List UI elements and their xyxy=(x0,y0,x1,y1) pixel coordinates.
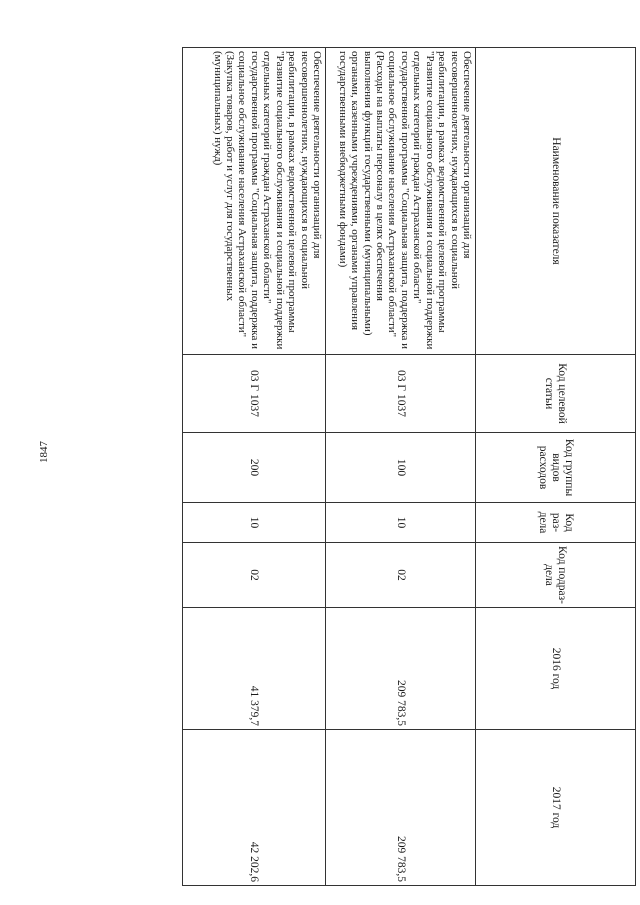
row-name-cell: Обеспечение деятельности организаций для несовершеннолетних, нуждающихся в социальной реабилитации, в рамках ведомственной целевой программы "Развитие социального обслуживания и социальной поддержки отдельных категорий граждан Астраханской области" государственной программы "Социальная защита, поддержка и социальное обслуживание населения Астраханской области" (Закупка товаров, работ и услуг для государственных (муниципальных) нужд) xyxy=(183,48,326,355)
table-row xyxy=(183,48,326,886)
row-target-code: 03 Г 1037 xyxy=(183,355,326,433)
header-year-2017: 2017 год xyxy=(476,730,636,886)
page-number: 1847 xyxy=(38,441,50,463)
row-amount-2016: 41 379,7 xyxy=(183,608,326,730)
row-target-code: 03 Г 1037 xyxy=(326,355,476,433)
row-section-code: 10 xyxy=(326,503,476,543)
header-expense-group-code: Код группы видов расходов xyxy=(476,433,636,503)
row-expense-group-code: 100 xyxy=(326,433,476,503)
header-subsection-code: Код подраз- дела xyxy=(476,543,636,608)
row-amount-2017: 42 202,6 xyxy=(183,730,326,886)
header-year-2016: 2016 год xyxy=(476,608,636,730)
row-subsection-code: 02 xyxy=(326,543,476,608)
header-name: Наименование показателя xyxy=(476,48,636,355)
budget-table xyxy=(182,47,636,886)
row-amount-2016: 209 783,5 xyxy=(326,608,476,730)
row-section-code: 10 xyxy=(183,503,326,543)
header-target-code: Код целевой статьи xyxy=(476,355,636,433)
table-header-row xyxy=(476,48,636,886)
row-subsection-code: 02 xyxy=(183,543,326,608)
table-row xyxy=(326,48,476,886)
row-name-cell: Обеспечение деятельности организаций для несовершеннолетних, нуждающихся в социальной реабилитации, в рамках ведомственной целевой программы "Развитие социального обслуживания и социальной поддержки отдельных категорий граждан Астраханской области" государственной программы "Социальная защита, поддержка и социальное обслуживание населения Астраханской области" (Расходы на выплаты персоналу в целях обеспечения выполнения функций государственными (муниципальными) органами, казенными учреждениями, органами управления государственными внебюджетными фондами) xyxy=(326,48,476,355)
row-amount-2017: 209 783,5 xyxy=(326,730,476,886)
header-section-code: Код раз- дела xyxy=(476,503,636,543)
row-expense-group-code: 200 xyxy=(183,433,326,503)
